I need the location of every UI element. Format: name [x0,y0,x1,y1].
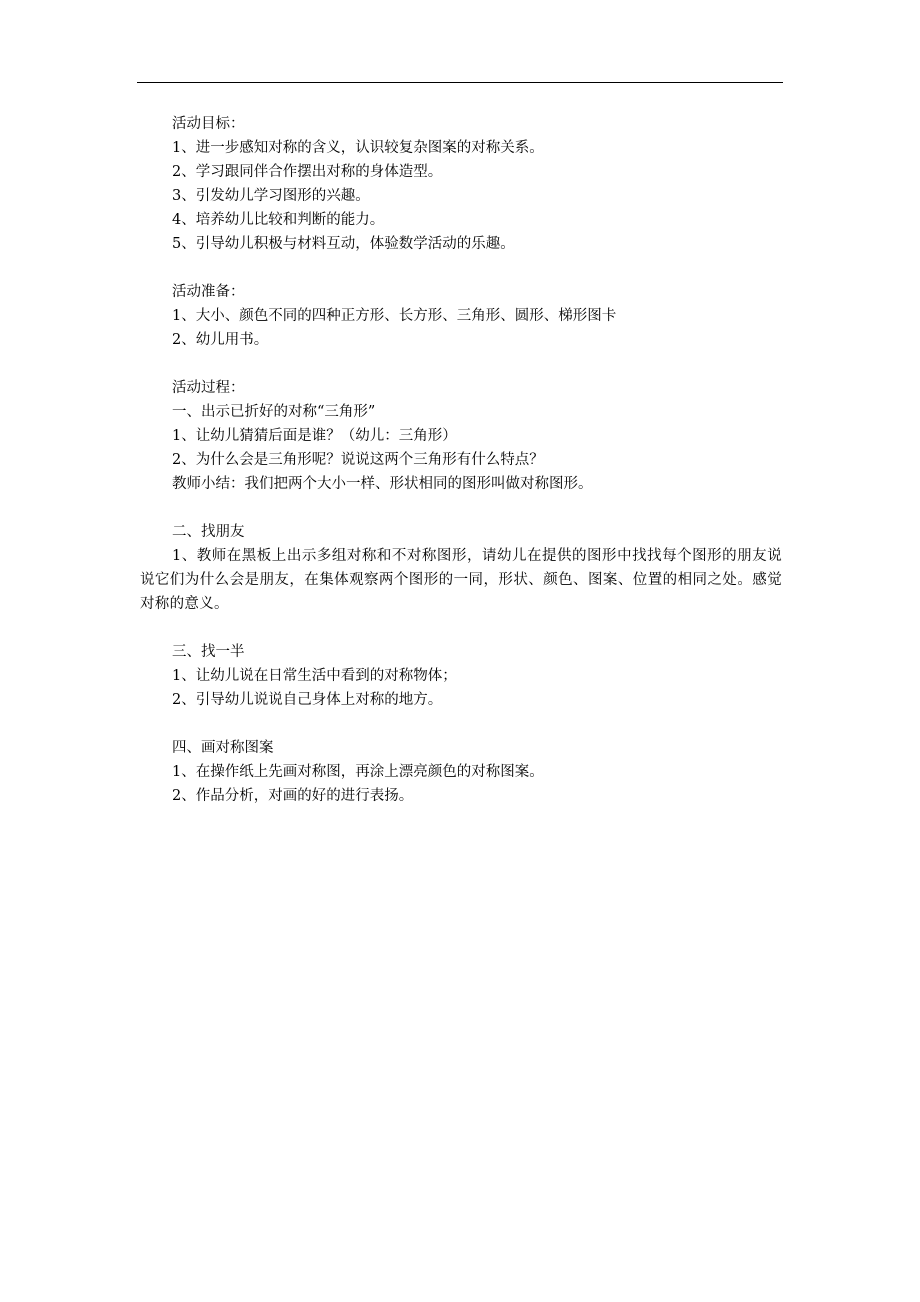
part1-item: 2、为什么会是三角形呢？说说这两个三角形有什么特点？ [172,452,544,468]
part4-item: 1、在操作纸上先画对称图，再涂上漂亮颜色的对称图案。 [172,764,544,780]
preparation-item: 2、幼儿用书。 [172,332,269,348]
goal-item: 1、进一步感知对称的含义，认识较复杂图案的对称关系。 [172,140,544,156]
part4-title: 四、画对称图案 [172,740,274,756]
part1-item: 1、让幼儿猜猜后面是谁？（幼儿：三角形） [172,428,457,444]
part2-paragraph: 1、教师在黑板上出示多组对称和不对称图形，请幼儿在提供的图形中找找每个图形的朋友说说它们为什么会是朋友，在集体观察两个图形的一同，形状、颜色、图案、位置的相同之处。感觉对称的意义。 [140,548,782,612]
part1-title: 一、出示已折好的对称“三角形” [172,404,376,420]
goal-item: 5、引导幼儿积极与材料互动，体验数学活动的乐趣。 [172,236,515,252]
spacer [140,256,782,280]
spacer [140,352,782,376]
part1-summary: 教师小结：我们把两个大小一样、形状相同的图形叫做对称图形。 [172,476,593,492]
part3-title: 三、找一半 [172,644,245,660]
process-section [140,376,782,808]
spacer [140,496,782,520]
process-heading: 活动过程： [172,380,245,396]
spacer [140,616,782,640]
spacer [140,712,782,736]
part3-item: 2、引导幼儿说说自己身体上对称的地方。 [172,692,443,708]
goals-heading: 活动目标： [172,116,245,132]
part2-title: 二、找朋友 [172,524,245,540]
goal-item: 4、培养幼儿比较和判断的能力。 [172,212,385,228]
goal-item: 2、学习跟同伴合作摆出对称的身体造型。 [172,164,443,180]
document-body [140,112,782,808]
goal-item: 3、引发幼儿学习图形的兴趣。 [172,188,370,204]
preparation-item: 1、大小、颜色不同的四种正方形、长方形、三角形、圆形、梯形图卡 [172,308,617,324]
header-rule [137,82,783,83]
preparation-section [140,280,782,352]
preparation-heading: 活动准备： [172,284,245,300]
part4-item: 2、作品分析，对画的好的进行表扬。 [172,788,414,804]
part3-item: 1、让幼儿说在日常生活中看到的对称物体； [172,668,457,684]
goals-section [140,112,782,256]
